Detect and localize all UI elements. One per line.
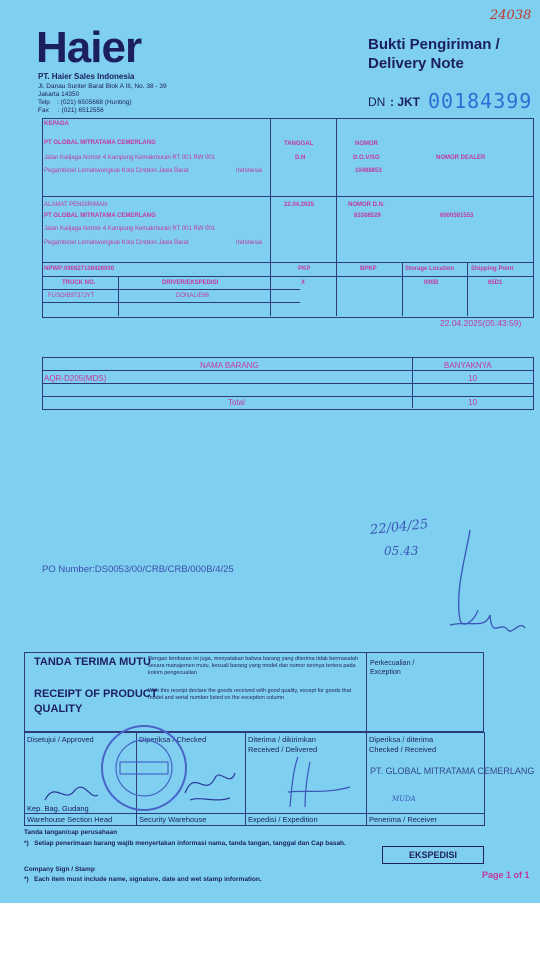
checked-label: Diperiksa / Checked bbox=[139, 735, 207, 744]
receipt-title-1: RECEIPT OF PRODUCT bbox=[34, 688, 158, 700]
exception-label: Perkecualian / Exception bbox=[370, 660, 415, 676]
warehouse-head-2: Warehouse Section Head bbox=[27, 815, 113, 824]
shipping-label: Shipping Point bbox=[471, 266, 514, 272]
pkp-value: X bbox=[301, 280, 306, 286]
nomor-value2: 83388529 bbox=[354, 213, 381, 219]
col-banyaknya: BANYAKNYA bbox=[444, 361, 492, 370]
storage-label: Storage Location bbox=[405, 266, 455, 272]
kepada-label: KEPADA bbox=[44, 121, 69, 127]
alamat-addr2: Pegambiran Lemahwungkuk Kota Cirebon Jawa Barat bbox=[44, 240, 189, 246]
tanda-terima-text: Dengan lembaran ini juga, menyatakan bahwa barang yang diterima tidak bermasalah secara manajemen mutu, kecuali barang yang model dan nomor serinya tertera pada kolom pengecualian bbox=[148, 656, 359, 676]
kepada-name: PT GLOBAL MITRATAMA CEMERLANG bbox=[44, 140, 156, 146]
company-address-2: Jakarta 14350 bbox=[38, 91, 80, 98]
warehouse-stamp bbox=[98, 722, 190, 814]
tanda-terima-title: TANDA TERIMA MUTU bbox=[34, 656, 151, 668]
total-value: 10 bbox=[468, 398, 477, 407]
nomor-sub1: D.O.V/SO bbox=[353, 155, 380, 161]
po-number: PO Number:DS0053/00/CRB/CRB/000B/4/25 bbox=[42, 564, 234, 575]
handwritten-date-2: 05.43 bbox=[384, 544, 419, 558]
kepada-country: Indonesia bbox=[236, 168, 263, 174]
note-english: *) Each item must include name, signature, date and wet stamp information. bbox=[24, 876, 262, 883]
dealer-value: 6000581553 bbox=[440, 213, 474, 219]
tanggal-label: TANGGAL bbox=[284, 141, 314, 147]
alamat-country: Indonesia bbox=[236, 240, 263, 246]
kepada-addr1: Jalan Kalijaga Nomor 4 Kampung Kemakmuran RT 001 RW 001 bbox=[44, 155, 216, 161]
note-indonesian: *) Setiap penerimaan barang wajib menyertakan informasi nama, tanda tangan, tanggal dan Cap basah. bbox=[24, 840, 346, 847]
alamat-addr1: Jalan Kalijaga Nomor 4 Kampung Kemakmuran RT 001 RW 001 bbox=[44, 226, 216, 232]
nomor-value1: 10488853 bbox=[355, 168, 382, 174]
dealer-label: NOMOR DEALER bbox=[436, 155, 486, 161]
item-qty: 10 bbox=[468, 374, 477, 383]
truck-label: TRUCK NO. bbox=[62, 280, 96, 286]
company-telp: Telp : (021) 6505668 (Hunting) bbox=[38, 99, 132, 106]
receipt-text: With this receipt declare the goods received with good quality, except for goods that model and serial number listed on the exception column bbox=[148, 688, 352, 701]
dn-prefix: : JKT bbox=[390, 95, 420, 109]
receiver-footer: Penerima / Receiver bbox=[369, 815, 437, 824]
receipt-title-2: QUALITY bbox=[34, 703, 83, 715]
ekspedisi-box: EKSPEDISI bbox=[382, 846, 484, 864]
company-sign-label: Company Sign / Stamp bbox=[24, 866, 95, 873]
kepada-addr2: Pegambiran Lemahwungkuk Kota Cirebon Jawa Barat bbox=[44, 168, 189, 174]
received-label-1: Diterima / dikirimkan bbox=[248, 735, 316, 744]
ttd-label: Tanda tangan/cap perusahaan bbox=[24, 829, 118, 836]
warehouse-head-1: Kep. Bag. Gudang bbox=[27, 804, 89, 813]
alamat-name: PT GLOBAL MITRATAMA CEMERLANG bbox=[44, 213, 156, 219]
shipping-value: 65D1 bbox=[488, 280, 503, 286]
driver-value: DONAL/E66 bbox=[176, 293, 210, 299]
receiver-label-2: Checked / Received bbox=[369, 745, 437, 754]
expedition-label: Expedisi / Expedition bbox=[248, 815, 318, 824]
company-fax: Fax : (021) 6512556 bbox=[38, 107, 104, 114]
approved-label: Disetujui / Approved bbox=[27, 735, 94, 744]
bpkp-label: BPKP bbox=[360, 266, 377, 272]
tanggal-sub: D.N bbox=[295, 155, 306, 161]
checked-signature bbox=[180, 758, 240, 808]
receiver-label-1: Diperiksa / diterima bbox=[369, 735, 434, 744]
corner-code: 24038 bbox=[490, 8, 532, 23]
received-label-2: Received / Delivered bbox=[248, 745, 318, 754]
item-name: AQR-D205(MDS) bbox=[44, 374, 107, 383]
truck-value: FUSO/B9737JYT bbox=[48, 293, 95, 299]
signature-scribble bbox=[430, 520, 530, 650]
tanggal-value: 22.04.2025 bbox=[284, 202, 315, 208]
alamat-label: ALAMAT PENGIRIMAN bbox=[44, 202, 108, 208]
receiver-stamp-name: PT. GLOBAL MITRATAMA CEMERLANG bbox=[370, 766, 535, 776]
company-name: PT. Haier Sales Indonesia bbox=[38, 72, 135, 81]
handwritten-date-1: 22/04/25 bbox=[369, 516, 430, 539]
expedition-signature bbox=[280, 752, 360, 812]
nomor-label: NOMOR bbox=[355, 141, 378, 147]
pkp-label: PKP bbox=[298, 266, 311, 272]
dn-number: 00184399 bbox=[428, 89, 533, 113]
security-warehouse: Security Warehouse bbox=[139, 815, 207, 824]
storage-value: 000B bbox=[424, 280, 439, 286]
doc-title-1: Bukti Pengiriman / bbox=[368, 36, 500, 53]
col-nama-barang: NAMA BARANG bbox=[200, 361, 259, 370]
page-number: Page 1 of 1 bbox=[482, 870, 530, 880]
total-label: Total bbox=[228, 398, 245, 407]
receiver-stamp-sub: MUDA bbox=[392, 795, 416, 803]
haier-logo: Haier bbox=[36, 23, 142, 72]
driver-label: DRIVER/EKSPEDISI bbox=[162, 280, 219, 286]
company-address-1: Jl. Danau Sunter Barat Blok A III, No. 38 - 39 bbox=[38, 83, 167, 90]
nomor-sub2: NOMOR D.N. bbox=[348, 202, 385, 208]
print-timestamp: 22.04.2025(05:43:59) bbox=[440, 318, 522, 328]
npwp: NPWP:090827108426000 bbox=[44, 266, 115, 272]
dn-label: DN bbox=[368, 95, 386, 109]
doc-title-2: Delivery Note bbox=[368, 55, 464, 72]
